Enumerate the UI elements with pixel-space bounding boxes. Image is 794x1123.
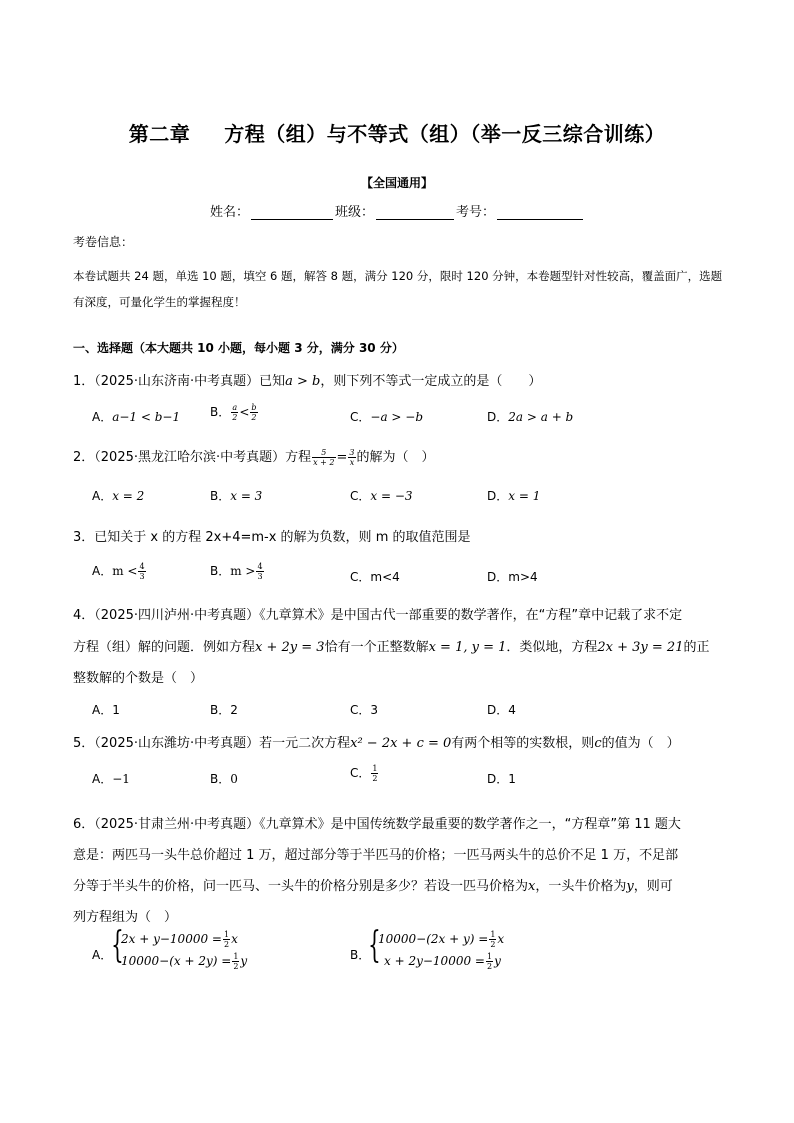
page-title [0,118,794,147]
q3-option-c[interactable]: C．m<4 [350,570,400,584]
q4-option-a[interactable]: A．1 [92,703,120,717]
question-6-line-3: 分等于半头牛的价格，问一匹马、一头牛的价格分别是多少？若设一匹马价格为x，一头牛价格为y，则可 [73,879,673,894]
q3-option-b[interactable]: B．m > $\frac{4}{3}$ [210,562,263,581]
q3-option-d[interactable]: D．m>4 [487,570,538,584]
q4-option-d[interactable]: D．4 [487,703,516,717]
question-1: 1．（2025·山东济南·中考真题）已知a > b，则下列不等式一定成立的是（ ） [73,374,542,389]
student-info-row [210,201,585,220]
question-6-line-2: 意是：两匹马一头牛总价超过 1 万，超过部分等于半匹马的价格；一匹马两头牛的总价不足 1 万，不足部 [73,848,679,863]
question-3: 3．已知关于 x 的方程 2x+4=m-x 的解为负数，则 m 的取值范围是 [73,530,471,545]
name-field[interactable] [251,205,333,220]
q4-option-c[interactable]: C．3 [350,703,379,717]
q1-option-d[interactable]: D．2a > a + b [487,410,574,424]
q2-option-a[interactable]: A．x = 2 [92,489,145,503]
question-6-line-4: 列方程组为（ ） [73,910,178,925]
q6-option-b-system[interactable]: 10000−(2x + y) = $\frac{1}{2}$ x x + 2y−10000 = $\frac{1}{2}$ y [378,930,505,971]
question-4-line-2: 方程（组）解的问题．例如方程x + 2y = 3恰有一个正整数解x = 1, y = 1．类似地，方程2x + 3y = 21的正 [73,640,710,655]
class-label: 班级： [335,205,375,220]
question-4-line-3: 整数解的个数是（ ） [73,671,204,686]
q5-option-a[interactable]: A．−1 [92,772,130,786]
q6-option-a-label[interactable]: A． [92,948,113,962]
intro-body: 本卷试题共 24 题，单选 10 题，填空 6 题，解答 8 题，满分 120 分，限时 120 分钟，本卷题型针对性较高，覆盖面广，选题有深度，可量化学生的掌握程度！ [73,269,723,309]
q2-option-d[interactable]: D．x = 1 [487,489,541,503]
q4-option-b[interactable]: B．2 [210,703,238,717]
q5-option-c[interactable]: C． $\frac{1}{2}$ [350,764,378,783]
q5-option-b[interactable]: B．0 [210,772,238,786]
q1-option-c[interactable]: C．−a > −b [350,410,424,424]
q5-option-d[interactable]: D．1 [487,772,516,786]
question-4-line-1: 4．（2025·四川泸州·中考真题）《九章算术》是中国古代一部重要的数学著作，在“方程”章中记载了求不定 [73,608,683,623]
q3-option-a[interactable]: A．m < $\frac{4}{3}$ [92,562,145,581]
question-2: 2．（2025·黑龙江哈尔滨·中考真题）方程 $\frac{5}{x + 2}$ = $\frac{3}{x}$ 的解为（ ） [73,448,435,467]
question-5: 5．（2025·山东潍坊·中考真题）若一元二次方程x² − 2x + c = 0有两个相等的实数根，则c的值为（ ） [73,736,680,751]
q1-option-b[interactable]: B． $\frac{a}{2}$ < $\frac{b}{2}$ [210,403,257,422]
intro-heading: 考卷信息： [73,235,134,249]
q2-option-c[interactable]: C．x = −3 [350,489,413,503]
name-label: 姓名： [210,205,250,220]
subtitle: 【全国通用】 [360,176,433,190]
question-6-line-1: 6．（2025·甘肃兰州·中考真题）《九章算术》是中国传统数学最重要的数学著作之一，“方程章”第 11 题大 [73,817,681,832]
q6-option-a-system[interactable]: 2x + y−10000 = $\frac{1}{2}$ x 10000−(x + 2y) = $\frac{1}{2}$ y [121,930,248,971]
id-field[interactable] [497,205,583,220]
q1-option-a[interactable]: A．a−1 < b−1 [92,410,181,424]
q6-option-b-brace: { [368,925,381,966]
section-heading: 一、选择题（本大题共 10 小题，每小题 3 分，满分 30 分） [73,341,404,355]
id-label: 考号： [456,205,496,220]
q6-option-b-label[interactable]: B． [350,948,371,962]
q6-option-a-brace: { [111,925,124,966]
chapter-topic: 方程（组）与不等式（组）（举一反三综合训练） [224,122,666,146]
class-field[interactable] [376,205,454,220]
chapter-label: 第二章 [128,122,191,146]
q2-option-b[interactable]: B．x = 3 [210,489,263,503]
